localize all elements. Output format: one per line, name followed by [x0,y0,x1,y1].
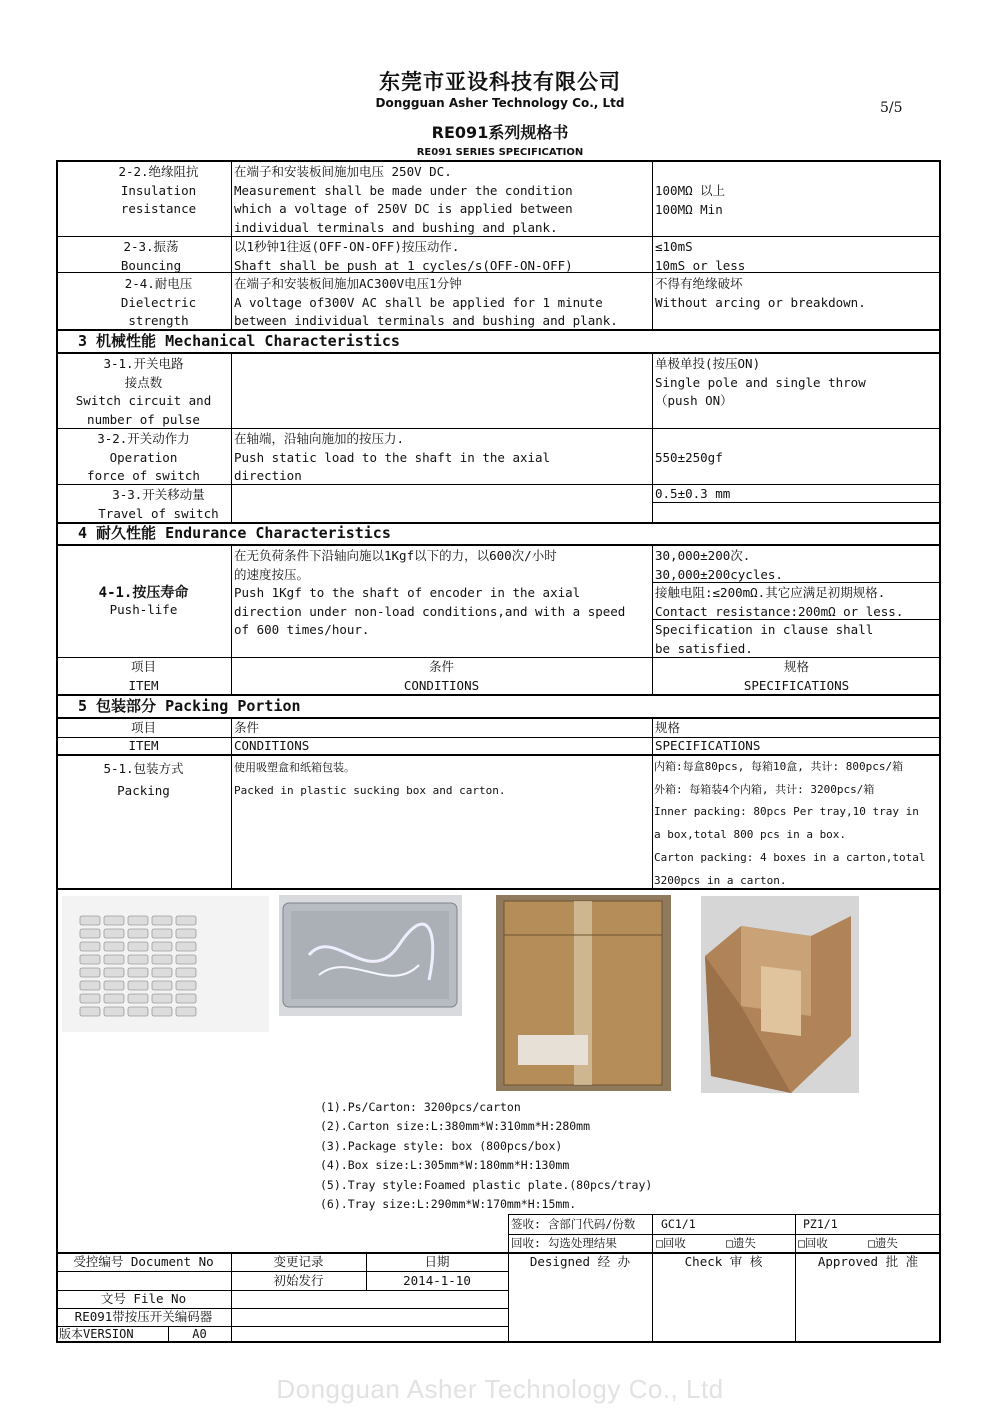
switch-circuit-item: 3-1.开关电路 接点数 Switch circuit and number of pulse [75,356,212,427]
switch-circuit-spec: 单极单投(按压ON) Single pole and single throw （push ON） [655,356,866,408]
initial-release: 初始发行 [273,1273,324,1288]
date-label: 日期 [424,1254,450,1269]
col-divider [652,352,653,522]
push-life-spec: 30,000±200次. 30,000±200cycles. 接触电阻:≤200mΩ.其它应满足初期规格. Contact resistance:200mΩ or less. Specification in clause shall be satisfied. [655,548,904,656]
file-no-label: 文号 File No [100,1291,187,1306]
packing-col-spec-en: SPECIFICATIONS [655,738,761,753]
dielectric-item: 2-4.耐电压 Dielectric strength [120,276,197,328]
recycle-checkbox[interactable]: □回收 [656,1236,686,1250]
travel-spec: 0.5±0.3 mm [655,486,731,501]
approved-label: Approved 批 准 [817,1254,919,1269]
section-divider [56,544,941,546]
packing-col-cond-cn: 条件 [234,720,260,735]
insulation-conditions: 在端子和安装板间施加电压 250V DC. Measurement shall be made under the condition which a voltage of 250V DC is applied between individual terminals and bushing and plank. [234,164,573,235]
document-title: RE091系列规格书 [431,123,569,142]
col-divider [795,1214,796,1343]
col-divider [652,1214,653,1343]
change-record-label: 变更记录 [273,1254,324,1269]
push-life-conditions: 在无负荷条件下沿轴向施以1Kgf以下的力，以600次/小时 的速度按压。 Push 1Kgf to the shaft of encoder in the axial direction under non-load conditions,and with a speed of 600 times/hour. [234,548,626,637]
bouncing-spec: ≤10mS 10mS or less [655,239,746,273]
packing-col-item-en: ITEM [128,738,159,753]
release-date: 2014-1-10 [403,1273,471,1288]
lost-checkbox[interactable]: □遗失 [726,1236,756,1250]
push-life-item-cn: 4-1.按压寿命 [98,585,189,601]
operation-force-spec: 550±250gf [655,450,723,465]
bouncing-item: 2-3.振荡 Bouncing [120,239,182,273]
bouncing-conditions: 以1秒钟1往返(OFF-ON-OFF)按压动作. Shaft shall be push at 1 cycles/s(OFF-ON-OFF) [234,239,573,273]
version-value: A0 [192,1327,207,1341]
operation-force-item: 3-2.开关动作力 Operation force of switch [87,431,200,483]
endurance-col-spec: 规格 SPECIFICATIONS [743,659,850,693]
packing-spec: 内箱:每盒80pcs, 每箱10盒, 共计: 800pcs/箱 外箱: 每箱装4个内箱, 共计: 3200pcs/箱 Inner packing: 80pcs Per tray,10 tray in a box,total 800 pcs in a box. Carton packing: 4 boxes in a carton,total 3200pcs in a carton. [654,760,926,887]
travel-item: 3-3.开关移动量 Travel of switch [98,487,219,521]
designed-label: Designed 经 办 [529,1254,631,1269]
dielectric-conditions: 在端子和安装板间施加AC300V电压1分钟 A voltage of300V AC shall be applied for 1 minute between individual terminals and bushing and plank. [234,276,618,328]
packing-col-cond-en: CONDITIONS [234,738,310,753]
sign-label: 签收: 含部门代码/份数 [511,1217,636,1231]
gc-value: GC1/1 [661,1217,696,1231]
lost-checkbox[interactable]: □遗失 [868,1236,898,1250]
packing-col-spec-cn: 规格 [655,720,681,735]
packing-notes: (1).Ps/Carton: 3200pcs/carton (2).Carton size:L:380mm*W:310mm*H:280mm (3).Package style: box (800pcs/box) (4).Box size:L:305mm*W:180mm*H:130mm (5).Tray style:Foamed plastic plate.(80pcs/tray) (6).Tray size:L:290mm*W:170mm*H:15mm. [320,1100,653,1212]
watermark: Dongguan Asher Technology Co., Ltd [276,1374,724,1404]
page-number: 5/5 [880,100,903,116]
file-name: RE091带按压开关编码器 [74,1309,213,1324]
packing-col-item-cn: 项目 [130,720,156,735]
tray-photo [62,896,269,1032]
version-label: 版本VERSION [59,1327,134,1341]
col-divider [231,717,232,888]
endurance-col-conditions: 条件 CONDITIONS [403,659,480,693]
col-divider [652,160,653,329]
endurance-heading: 4 耐久性能 Endurance Characteristics [78,524,391,542]
company-name-cn: 东莞市亚设科技有限公司 [379,70,621,94]
document-no-label: 受控编号 Document No [73,1254,214,1269]
document-subtitle: RE091 SERIES SPECIFICATION [416,147,584,158]
endurance-col-item: 项目 ITEM [128,659,159,693]
open-carton-photo [701,896,859,1093]
check-label: Check 审 核 [684,1254,763,1269]
plastic-box-photo [279,895,462,1016]
return-label: 回收: 勾选处理结果 [511,1236,617,1250]
dielectric-spec: 不得有绝缘破坏 Without arcing or breakdown. [655,276,866,310]
mechanical-heading: 3 机械性能 Mechanical Characteristics [78,332,400,350]
packing-heading: 5 包装部分 Packing Portion [78,697,301,715]
insulation-spec: 100MΩ 以上 100MΩ Min [655,183,726,217]
col-divider [508,1214,509,1343]
section-divider [56,352,941,354]
insulation-item: 2-2.绝缘阻抗 Insulation resistance [118,164,199,216]
packing-conditions: 使用吸塑盒和纸箱包装。 Packed in plastic sucking box and carton. [234,761,506,797]
push-life-item-en: Push-life [109,602,178,617]
col-divider [652,717,653,888]
packing-item: 5-1.包装方式 Packing [103,761,184,798]
operation-force-conditions: 在轴端，沿轴向施加的按压力. Push static load to the shaft in the axial direction [234,431,551,483]
company-name-en: Dongguan Asher Technology Co., Ltd [375,96,625,110]
sealed-carton-photo [496,895,671,1091]
recycle-checkbox[interactable]: □回收 [798,1236,828,1250]
pz-value: PZ1/1 [803,1217,838,1231]
